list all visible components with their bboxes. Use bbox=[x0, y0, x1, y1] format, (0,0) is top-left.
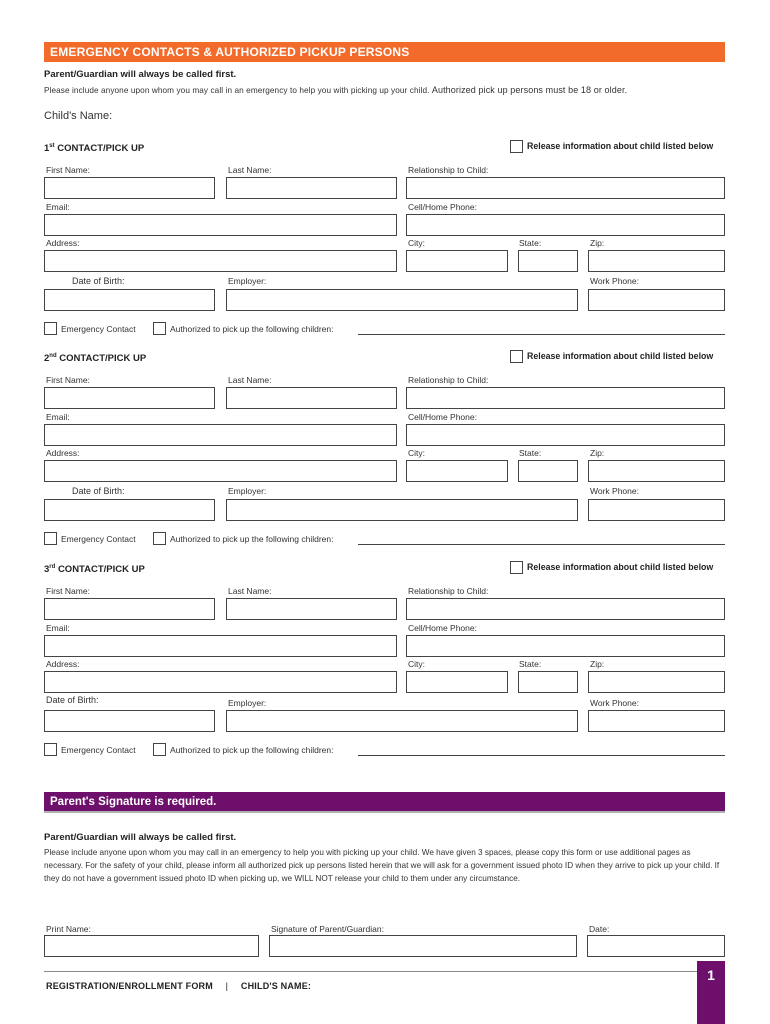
contact-1-work-phone-label: Work Phone: bbox=[590, 276, 639, 286]
footer-form: REGISTRATION/ENROLLMENT FORM bbox=[46, 981, 213, 991]
contact-1-ordinal: 1 bbox=[44, 143, 50, 155]
contact-1-relationship-label: Relationship to Child: bbox=[408, 165, 489, 175]
section-title-bar bbox=[44, 42, 725, 62]
contact-2-title: CONTACT/PICK UP bbox=[59, 353, 147, 365]
contact-2-ordinal-suffix: nd bbox=[49, 353, 57, 359]
contact-3-state-input[interactable] bbox=[518, 671, 578, 693]
contact-1-dob-label: Date of Birth: bbox=[72, 276, 125, 286]
signature-bold: Parent/Guardian will always be called first. bbox=[44, 832, 237, 843]
contact-3-release-label: Release information about child listed below bbox=[527, 562, 714, 572]
contact-2-employer-label: Employer: bbox=[228, 486, 267, 496]
footer-divider bbox=[44, 971, 725, 972]
contact-1-release-label: Release information about child listed below bbox=[527, 141, 714, 151]
contact-3-header bbox=[44, 564, 145, 575]
contact-1-first-name-label: First Name: bbox=[46, 165, 90, 175]
contact-1-last-name-label: Last Name: bbox=[228, 165, 272, 175]
contact-2-email-input[interactable] bbox=[44, 424, 397, 446]
contact-3-ordinal: 3 bbox=[44, 564, 50, 576]
contact-3-authorized-children-line[interactable] bbox=[358, 755, 725, 756]
contact-2-work-phone-label: Work Phone: bbox=[590, 486, 639, 496]
signature-bar bbox=[44, 792, 725, 813]
contact-3-city-input[interactable] bbox=[406, 671, 508, 693]
contact-1-header bbox=[44, 143, 144, 154]
contact-2-employer-input[interactable] bbox=[226, 499, 578, 521]
contact-3-relationship-input[interactable] bbox=[406, 598, 725, 620]
contact-1-address-input[interactable] bbox=[44, 250, 397, 272]
footer-separator: | bbox=[225, 981, 229, 991]
contact-2-last-name-label: Last Name: bbox=[228, 375, 272, 385]
contact-2-relationship-input[interactable] bbox=[406, 387, 725, 409]
contact-3-emergency-checkbox[interactable] bbox=[44, 743, 57, 756]
contact-3-dob-label: Date of Birth: bbox=[46, 695, 99, 705]
contact-3-emergency-label: Emergency Contact bbox=[61, 745, 136, 755]
contact-1-employer-input[interactable] bbox=[226, 289, 578, 311]
contact-2-relationship-label: Relationship to Child: bbox=[408, 375, 489, 385]
contact-2-authorized-checkbox[interactable] bbox=[153, 532, 166, 545]
contact-1-zip-label: Zip: bbox=[590, 238, 605, 248]
contact-1-emergency-label: Emergency Contact bbox=[61, 324, 136, 334]
footer-child: CHILD'S NAME: bbox=[240, 981, 312, 991]
contact-2-dob-input[interactable] bbox=[44, 499, 215, 521]
contact-3-zip-label: Zip: bbox=[590, 659, 605, 669]
contact-1-city-label: City: bbox=[408, 238, 425, 248]
contact-1-first-name-input[interactable] bbox=[44, 177, 215, 199]
contact-1-last-name-input[interactable] bbox=[226, 177, 397, 199]
contact-3-work-phone-label: Work Phone: bbox=[590, 698, 639, 708]
contact-1-relationship-input[interactable] bbox=[406, 177, 725, 199]
contact-3-zip-input[interactable] bbox=[588, 671, 725, 693]
contact-1-ordinal-suffix: st bbox=[49, 143, 55, 149]
footer-text bbox=[46, 981, 311, 991]
contact-2-city-label: City: bbox=[408, 448, 425, 458]
contact-2-last-name-input[interactable] bbox=[226, 387, 397, 409]
intro-text bbox=[44, 85, 627, 95]
date-input[interactable] bbox=[587, 935, 725, 957]
signature-label: Signature of Parent/Guardian: bbox=[271, 924, 384, 934]
contact-3-first-name-label: First Name: bbox=[46, 586, 90, 596]
contact-3-work-phone-input[interactable] bbox=[588, 710, 725, 732]
contact-1-phone-label: Cell/Home Phone: bbox=[408, 202, 477, 212]
contact-1-email-input[interactable] bbox=[44, 214, 397, 236]
intro-text-b: Authorized pick up persons must be 18 or older. bbox=[431, 85, 628, 95]
contact-1-zip-input[interactable] bbox=[588, 250, 725, 272]
contact-3-authorized-label: Authorized to pick up the following children: bbox=[170, 745, 334, 755]
section-title: EMERGENCY CONTACTS & AUTHORIZED PICKUP PERSONS bbox=[50, 45, 410, 59]
contact-3-dob-input[interactable] bbox=[44, 710, 215, 732]
contact-2-phone-label: Cell/Home Phone: bbox=[408, 412, 477, 422]
print-name-input[interactable] bbox=[44, 935, 259, 957]
contact-1-email-label: Email: bbox=[46, 202, 70, 212]
contact-2-emergency-checkbox[interactable] bbox=[44, 532, 57, 545]
contact-3-address-label: Address: bbox=[46, 659, 80, 669]
child-name-label: Child's Name: bbox=[44, 110, 113, 122]
contact-3-email-input[interactable] bbox=[44, 635, 397, 657]
contact-1-city-input[interactable] bbox=[406, 250, 508, 272]
contact-2-phone-input[interactable] bbox=[406, 424, 725, 446]
contact-2-authorized-label: Authorized to pick up the following children: bbox=[170, 534, 334, 544]
contact-3-email-label: Email: bbox=[46, 623, 70, 633]
contact-2-header bbox=[44, 353, 146, 364]
contact-3-authorized-checkbox[interactable] bbox=[153, 743, 166, 756]
contact-2-email-label: Email: bbox=[46, 412, 70, 422]
contact-3-release-checkbox[interactable] bbox=[510, 561, 523, 574]
contact-2-state-input[interactable] bbox=[518, 460, 578, 482]
contact-2-first-name-input[interactable] bbox=[44, 387, 215, 409]
contact-2-address-input[interactable] bbox=[44, 460, 397, 482]
contact-2-dob-label: Date of Birth: bbox=[72, 486, 125, 496]
contact-3-ordinal-suffix: rd bbox=[49, 564, 56, 570]
contact-3-title: CONTACT/PICK UP bbox=[57, 564, 145, 576]
contact-3-city-label: City: bbox=[408, 659, 425, 669]
contact-2-state-label: State: bbox=[519, 448, 542, 458]
contact-2-zip-label: Zip: bbox=[590, 448, 605, 458]
contact-3-relationship-label: Relationship to Child: bbox=[408, 586, 489, 596]
contact-3-last-name-label: Last Name: bbox=[228, 586, 272, 596]
print-name-label: Print Name: bbox=[46, 924, 91, 934]
contact-3-phone-input[interactable] bbox=[406, 635, 725, 657]
intro-text-a: Please include anyone upon whom you may call in an emergency to help you with picking up your child. bbox=[44, 86, 430, 95]
contact-1-dob-input[interactable] bbox=[44, 289, 215, 311]
contact-2-first-name-label: First Name: bbox=[46, 375, 90, 385]
contact-1-work-phone-input[interactable] bbox=[588, 289, 725, 311]
contact-2-address-label: Address: bbox=[46, 448, 80, 458]
signature-paragraph: Please include anyone upon whom you may call in an emergency to help you with picking up your child. We have given 3 spaces, please copy this form or use additional pages as necessary. For the safety of your child, please inform all authorized pick up persons listed herein that we will ask for a government issued photo ID when they arrive to pick up your child. If they do not have a government issued photo ID when picking up, we WILL NOT release your child to them under any circumstance. bbox=[44, 848, 720, 883]
signature-bar-text: Parent's Signature is required. bbox=[50, 796, 217, 808]
contact-2-authorized-children-line[interactable] bbox=[358, 544, 725, 545]
contact-3-state-label: State: bbox=[519, 659, 542, 669]
contact-3-last-name-input[interactable] bbox=[226, 598, 397, 620]
contact-1-authorized-label: Authorized to pick up the following children: bbox=[170, 324, 334, 334]
contact-1-release-checkbox[interactable] bbox=[510, 140, 523, 153]
page-number: 1 bbox=[697, 961, 725, 1024]
contact-2-city-input[interactable] bbox=[406, 460, 508, 482]
contact-1-phone-input[interactable] bbox=[406, 214, 725, 236]
signature-input[interactable] bbox=[269, 935, 577, 957]
date-label: Date: bbox=[589, 924, 610, 934]
contact-1-authorized-checkbox[interactable] bbox=[153, 322, 166, 335]
contact-3-address-input[interactable] bbox=[44, 671, 397, 693]
contact-2-work-phone-input[interactable] bbox=[588, 499, 725, 521]
intro-bold: Parent/Guardian will always be called first. bbox=[44, 69, 237, 80]
contact-1-authorized-children-line[interactable] bbox=[358, 334, 725, 335]
contact-3-employer-label: Employer: bbox=[228, 698, 267, 708]
contact-1-title: CONTACT/PICK UP bbox=[57, 143, 145, 155]
contact-1-address-label: Address: bbox=[46, 238, 80, 248]
contact-2-release-label: Release information about child listed below bbox=[527, 351, 714, 361]
contact-2-release-checkbox[interactable] bbox=[510, 350, 523, 363]
contact-1-employer-label: Employer: bbox=[228, 276, 267, 286]
contact-3-phone-label: Cell/Home Phone: bbox=[408, 623, 477, 633]
contact-2-emergency-label: Emergency Contact bbox=[61, 534, 136, 544]
contact-3-first-name-input[interactable] bbox=[44, 598, 215, 620]
contact-1-state-input[interactable] bbox=[518, 250, 578, 272]
contact-2-ordinal: 2 bbox=[44, 353, 50, 365]
contact-1-state-label: State: bbox=[519, 238, 542, 248]
contact-2-zip-input[interactable] bbox=[588, 460, 725, 482]
contact-1-emergency-checkbox[interactable] bbox=[44, 322, 57, 335]
contact-3-employer-input[interactable] bbox=[226, 710, 578, 732]
